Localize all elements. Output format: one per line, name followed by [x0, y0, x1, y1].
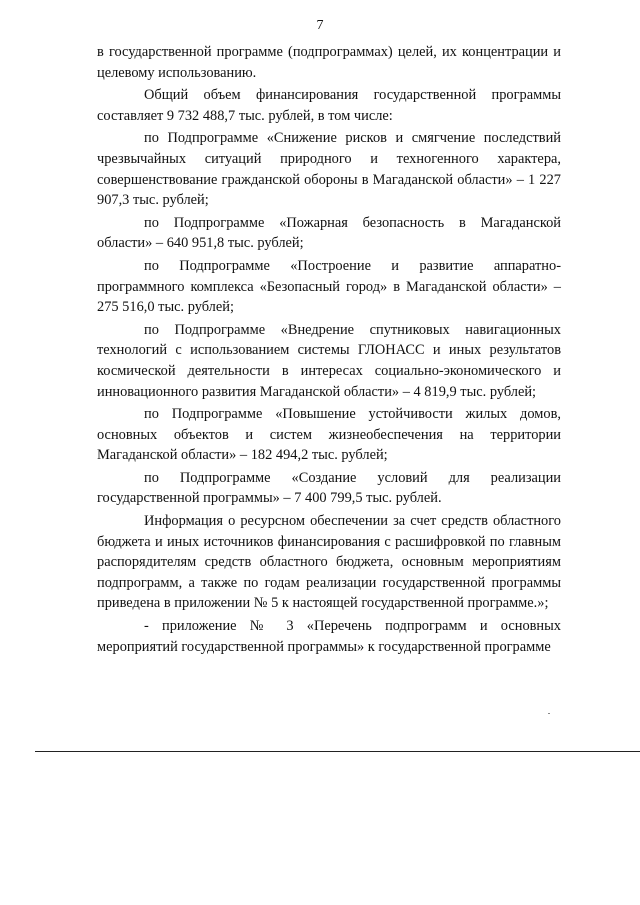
- paragraph-subprogram-safe-city: по Подпрограмме «Построение и развитие аппаратно-программного комплекса «Безопасный город» в Магаданской области» – 275 516,0 тыс. рублей;: [97, 257, 561, 316]
- paragraph-resource-information: Информация о ресурсном обеспечении за счет средств областного бюджета и иных источников финансирования с расшифровкой по главным распорядителям средств областного бюджета, основным мероприятиям подпрограмм, а также по годам реализации государственной программы приведена в приложении № 5 к настоящей государственной программе.»;: [97, 513, 561, 612]
- paragraph-subprogram-glonass: по Подпрограмме «Внедрение спутниковых навигационных технологий с использованием системы ГЛОНАСС и иных результатов космической деятельности в интересах социально-экономического и инновационного развития Магаданской области» – 4 819,9 тыс. рублей;: [97, 321, 561, 400]
- scan-speck: [548, 713, 550, 714]
- paragraph-subprogram-emergency-risks: по Подпрограмме «Снижение рисков и смягчение последствий чрезвычайных ситуаций природного и техногенного характера, совершенствование гражданской обороны в Магаданской области» – 1 227 907,3 тыс. рублей;: [97, 130, 561, 209]
- paragraph-total-financing: Общий объем финансирования государственной программы составляет 9 732 488,7 тыс. рублей, в том числе:: [97, 87, 561, 124]
- paragraph-intro-continuation: в государственной программе (подпрограммах) целей, их концентрации и целевому использованию.: [97, 44, 561, 81]
- document-body: [97, 42, 561, 659]
- paragraph-subprogram-implementation-conditions: по Подпрограмме «Создание условий для реализации государственной программы» – 7 400 799,5 тыс. рублей.: [97, 469, 561, 507]
- page-bottom-rule: [35, 751, 640, 752]
- paragraph-subprogram-fire-safety: по Подпрограмме «Пожарная безопасность в Магаданской области» – 640 951,8 тыс. рублей;: [97, 214, 561, 252]
- paragraph-subprogram-housing-stability: по Подпрограмме «Повышение устойчивости жилых домов, основных объектов и систем жизнеобеспечения на территории Магаданской области» – 182 494,2 тыс. рублей;: [97, 406, 561, 464]
- paragraph-appendix-3: - приложение № 3 «Перечень подпрограмм и основных мероприятий государственной программы» к государственной программе: [97, 618, 561, 655]
- page-number: 7: [316, 18, 324, 33]
